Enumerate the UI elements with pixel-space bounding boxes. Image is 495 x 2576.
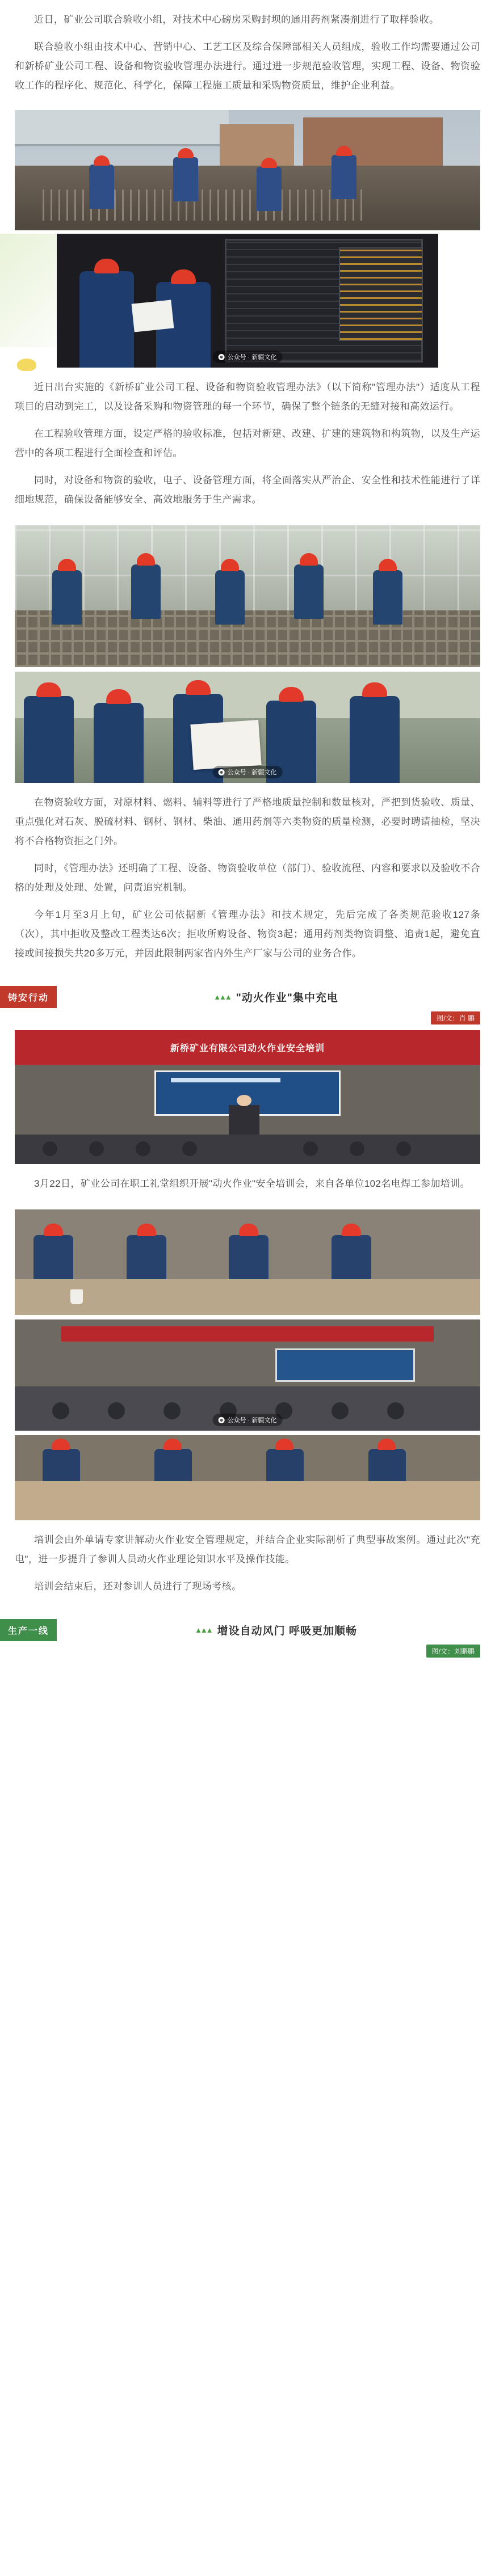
photo-classroom-block	[0, 1209, 495, 1315]
photo-exam-desks	[15, 1435, 480, 1520]
photo-attendee	[52, 1402, 69, 1419]
lower-text-block	[0, 783, 495, 973]
paragraph: 3月22日，矿业公司在职工礼堂组织开展"动火作业"安全培训会，来自各单位102名电焊工参加培训。	[34, 1178, 470, 1189]
photo-desk	[15, 1279, 480, 1315]
photo-document	[132, 300, 174, 332]
decorative-yellow-shape	[17, 359, 36, 371]
photo-trainee	[229, 1235, 269, 1284]
section-title-wrap-2	[57, 1622, 495, 1638]
photo-training-hall	[15, 1030, 480, 1164]
photo-rebar-inspection-block	[0, 525, 495, 667]
photo-worker	[89, 165, 114, 209]
photo-blueprint-review	[15, 672, 480, 783]
photo-desk	[15, 1481, 480, 1520]
avatar-icon	[219, 354, 225, 360]
paragraph: 在工程验收管理方面，设定严格的验收标准，包括对新建、改建、扩建的建筑物和构筑物，以及生产运营中的各项工程进行全面检查和评估。	[15, 428, 480, 458]
photo-classroom-front	[15, 1209, 480, 1315]
photo-roof	[15, 110, 229, 146]
photo-worker	[350, 696, 400, 783]
photo-classroom-wide	[15, 1319, 480, 1431]
photo-watermark	[213, 766, 283, 778]
avatar-icon	[219, 1417, 225, 1423]
photo-construction-site-block	[0, 110, 495, 230]
photo-worker	[332, 155, 356, 199]
section-tag-2: 生产一线	[0, 1619, 57, 1641]
photo-red-banner	[61, 1326, 434, 1342]
byline-bar-2	[0, 1641, 495, 1658]
photo-worker	[373, 570, 402, 625]
photo-worker	[173, 157, 198, 201]
photo-worker	[131, 564, 161, 619]
photo-worker	[94, 703, 144, 783]
avatar-icon	[219, 769, 225, 775]
photo-banner-text: 新桥矿业有限公司动火作业安全培训	[15, 1030, 480, 1065]
photo-attendee	[89, 1141, 104, 1156]
section-banner-2	[0, 1619, 495, 1641]
paragraph: 今年1月至3月上旬，矿业公司依据新《管理办法》和技术规定，先后完成了各类规范验收127条（次），其中拒收及整改工程类达6次；拒收所购设备、物资3起；通用药剂类物资调整、追责1起，避免直接或间接损失共20多万元，并因此限制两家省内外生产厂家与公司的业务合作。	[15, 909, 480, 959]
training-text-block-2	[0, 1520, 495, 1607]
photo-watermark-label: 公众号 · 新疆文化	[227, 1417, 277, 1424]
paragraph: 在物资验收方面，对原材料、燃料、辅料等进行了严格地质量控制和数量核对，严把到货验收、质量、重点强化对石灰、脱硫材料、钢材、钢材、柴油、通用药剂等六类物资的质量检测，必要时聘请抽检，坚决将不合格物资拒之门外。	[15, 797, 480, 846]
photo-cabinet-terminal	[339, 247, 423, 341]
paragraph: 联合验收小组由技术中心、营销中心、工艺工区及综合保障部相关人员组成，验收工作均需要通过公司和新桥矿业公司工程、设备和物资验收管理办法进行。通过进一步规范验收管理，实现工程、设备、物资验收工作的程序化、规范化、科学化，保障工程施工质量和采购物资质量，维护企业利益。	[15, 41, 480, 91]
photo-construction-site	[15, 110, 480, 230]
training-text-block-1	[0, 1164, 495, 1204]
photo-worker	[257, 167, 282, 211]
mid-text-block	[0, 368, 495, 520]
triangle-left-icon: ▲▲▲	[213, 993, 230, 1001]
photo-blueprint	[190, 719, 261, 769]
byline-1: 图/文：肖 鹏	[431, 1011, 480, 1025]
photo-trainee	[127, 1235, 166, 1284]
photo-exam-block	[0, 1435, 495, 1520]
photo-attendee	[136, 1141, 150, 1156]
paragraph: 培训会由外单请专家讲解动火作业安全管理规定，并结合企业实际剖析了典型事故案例。通过此次"充电"，进一步提升了参训人员动火作业理论知识水平及操作技能。	[15, 1534, 480, 1565]
paragraph: 近日出台实施的《新桥矿业公司工程、设备和物资验收管理办法》（以下简称"管理办法"）适度从工程项目的启动到完工，以及设备采购和物资管理的每一个环节，确保了整个链条的无缝对接和高效运行。	[15, 382, 480, 412]
photo-blueprint-review-block	[0, 672, 495, 783]
photo-watermark	[213, 1414, 283, 1426]
photo-trainee	[332, 1235, 371, 1284]
photo-cabinet-block	[0, 234, 495, 368]
photo-trainee	[33, 1235, 73, 1284]
triangle-left-icon: ▲▲▲	[195, 1626, 212, 1634]
section-banner-1	[0, 986, 495, 1008]
photo-worker	[215, 570, 245, 625]
photo-worker	[79, 271, 134, 368]
paragraph: 同时，对设备和物资的验收，电子、设备管理方面，将全面落实从严治企、安全性和技术性能进行了详细地规范，确保设备能够安全、高效地服务于生产需求。	[15, 475, 480, 505]
photo-watermark	[213, 351, 283, 363]
paragraph: 同时，《管理办法》还明确了工程、设备、物资验收单位（部门）、验收流程、内容和要求以及验收不合格的处理及处理、处置，问责追究机制。	[15, 863, 480, 893]
section-tag-1: 铸安行动	[0, 986, 57, 1008]
photo-watermark-label: 公众号 · 新疆文化	[227, 354, 277, 361]
photo-attendee	[332, 1402, 349, 1419]
section-title-wrap-1	[57, 989, 495, 1005]
photo-rebar-inspection	[15, 525, 480, 667]
photo-watermark-label: 公众号 · 新疆文化	[227, 769, 277, 776]
photo-building-secondary	[220, 124, 294, 170]
photo-building	[303, 117, 443, 173]
photo-electrical-cabinet	[57, 234, 438, 368]
photo-rebar-grid	[15, 610, 480, 667]
paragraph: 培训会结束后，还对参训人员进行了现场考核。	[34, 1581, 242, 1592]
photo-classroom-wide-block	[0, 1319, 495, 1431]
paragraph: 近日，矿业公司联合验收小组，对技术中心磅房采购封坝的通用药剂紧凑剂进行了取样验收。	[34, 14, 439, 25]
photo-worker	[294, 564, 324, 619]
byline-2: 图/文：刘鹏鹏	[426, 1645, 480, 1658]
photo-attendee	[43, 1141, 57, 1156]
photo-wall	[15, 672, 480, 718]
photo-cup	[70, 1289, 83, 1304]
section-title-2: 增设自动风门 呼吸更加顺畅	[217, 1625, 357, 1637]
section-title-1: "动火作业"集中充电	[236, 992, 338, 1004]
photo-attendee	[182, 1141, 197, 1156]
byline-bar-1	[0, 1008, 495, 1025]
photo-worker	[52, 570, 82, 625]
intro-text-block	[0, 0, 495, 106]
photo-projector-screen	[275, 1348, 415, 1382]
photo-training-hall-block	[0, 1030, 495, 1164]
photo-worker	[24, 696, 74, 783]
